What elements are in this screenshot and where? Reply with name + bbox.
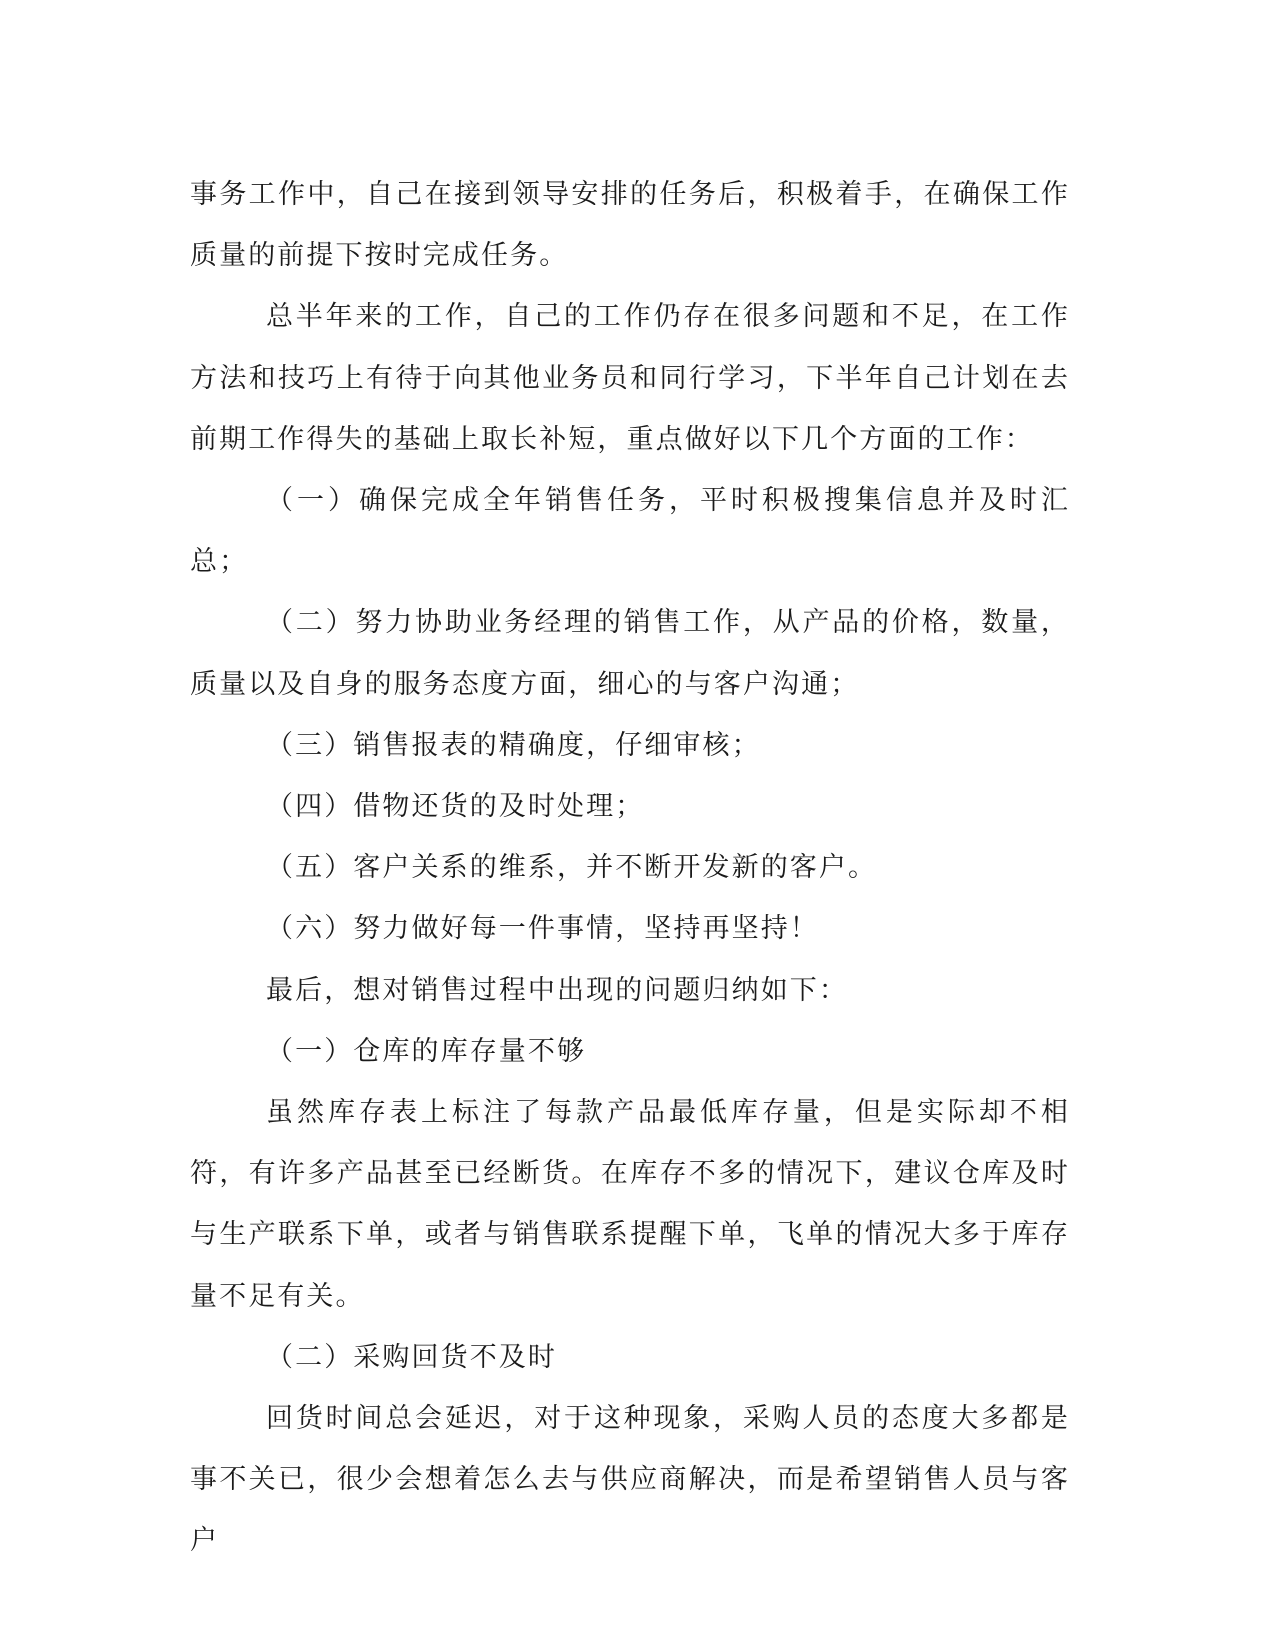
paragraph: 总半年来的工作，自己的工作仍存在很多问题和不足，在工作方法和技巧上有待于向其他业务员和同行学习，下半年自己计划在去前期工作得失的基础上取长补短，重点做好以下几个方面的工作： [190,301,1070,455]
section-heading: （二）采购回货不及时 [266,1341,557,1373]
list-item: （四）借物还货的及时处理； [266,791,645,823]
document-body [190,164,1070,1572]
paragraph: 事务工作中，自己在接到领导安排的任务后，积极着手，在确保工作质量的前提下按时完成任务。 [190,179,1070,272]
list-item: （三）销售报表的精确度，仔细审核； [266,729,761,761]
list-item: （六）努力做好每一件事情，坚持再坚持！ [266,913,819,945]
paragraph: 最后，想对销售过程中出现的问题归纳如下： [266,974,848,1006]
list-item: （一）确保完成全年销售任务，平时积极搜集信息并及时汇总； [190,485,1070,578]
paragraph: 虽然库存表上标注了每款产品最低库存量，但是实际却不相符，有许多产品甚至已经断货。在库存不多的情况下，建议仓库及时与生产联系下单，或者与销售联系提醒下单，飞单的情况大多于库存量不足有关。 [190,1097,1070,1312]
section-heading: （一）仓库的库存量不够 [266,1035,587,1067]
list-item: （二）努力协助业务经理的销售工作，从产品的价格，数量，质量以及自身的服务态度方面，细心的与客户沟通； [190,607,1070,700]
list-item: （五）客户关系的维系，并不断开发新的客户。 [266,852,878,884]
paragraph: 回货时间总会延迟，对于这种现象，采购人员的态度大多都是事不关已，很少会想着怎么去与供应商解决，而是希望销售人员与客户 [190,1403,1070,1557]
